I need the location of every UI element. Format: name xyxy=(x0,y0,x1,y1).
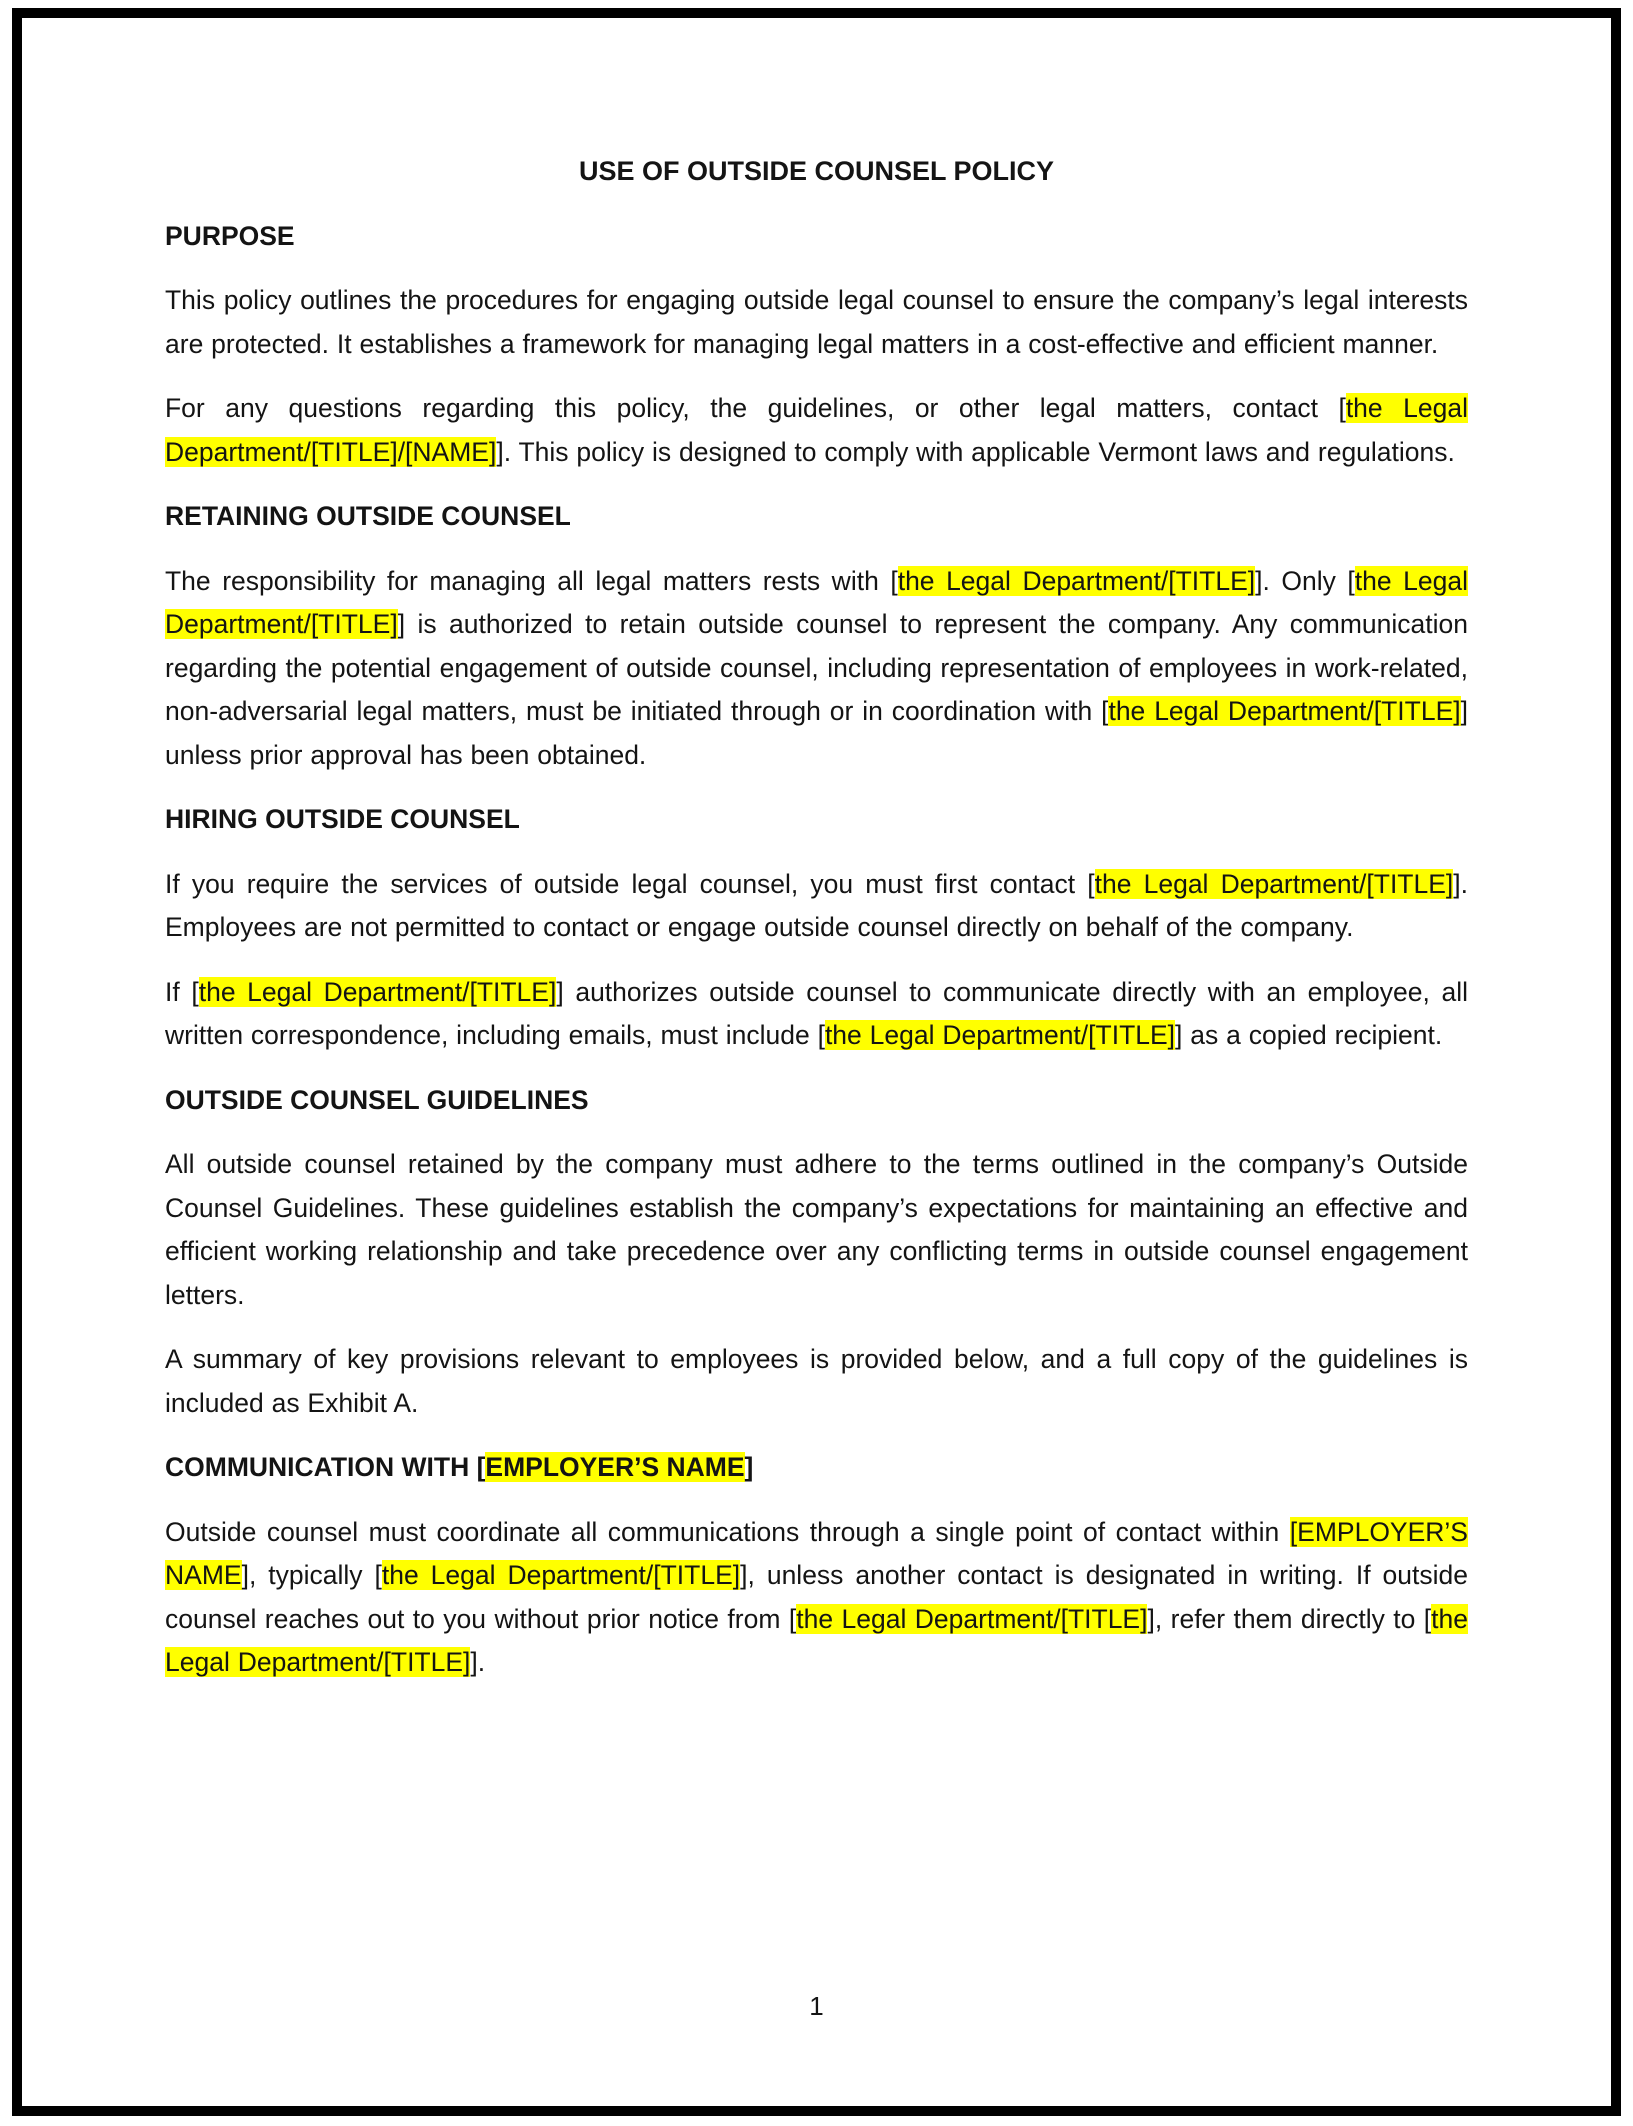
text-run: All outside counsel retained by the company must adhere to the terms outlined in the company’s Outside Counsel Guidelines. These guidelines establish the company’s expectations for maintaining an effective and efficient working relationship and take precedence over any conflicting terms in outside counsel engagement letters. xyxy=(165,1149,1468,1310)
paragraph xyxy=(165,387,1468,474)
text-run: A summary of key provisions relevant to employees is provided below, and a full copy of the guidelines is included as Exhibit A. xyxy=(165,1344,1468,1418)
paragraph xyxy=(165,279,1468,366)
section-heading xyxy=(165,798,1468,842)
paragraph xyxy=(165,1338,1468,1425)
text-run: ], unless another contact is designated in writing. If outside counsel reaches out to you without prior notice from [ xyxy=(165,1560,1468,1634)
section-heading xyxy=(165,1446,1468,1490)
highlighted-placeholder: the Legal Department/[TITLE] xyxy=(796,1603,1148,1634)
text-run: ], typically [ xyxy=(241,1560,382,1590)
highlighted-placeholder: the Legal Department/[TITLE] xyxy=(897,565,1256,596)
highlighted-placeholder: the Legal Department/[TITLE] xyxy=(1094,868,1454,899)
paragraph xyxy=(165,863,1468,950)
text-run: ] as a copied recipient. xyxy=(1175,1020,1443,1050)
text-run: ]. Employees are not permitted to contact or engage outside counsel directly on behalf of the company. xyxy=(165,868,1468,942)
highlighted-placeholder: the Legal Department/[TITLE]/[NAME] xyxy=(165,393,1468,467)
text-run: If [ xyxy=(165,976,199,1007)
text-run: ] xyxy=(744,1452,754,1482)
highlighted-placeholder: the Legal Department/[TITLE] xyxy=(381,1560,741,1590)
section-heading xyxy=(165,1079,1468,1123)
text-run: This policy outlines the procedures for engaging outside legal counsel to ensure the company’s legal interests are protected. It establishes a framework for managing legal matters in a cost-effective and efficient manner. xyxy=(165,285,1468,359)
section-heading xyxy=(165,495,1468,539)
text-run: HIRING OUTSIDE COUNSEL xyxy=(165,804,520,834)
text-run: ]. This policy is designed to comply with applicable Vermont laws and regulations. xyxy=(496,436,1455,467)
highlighted-placeholder: the Legal Department/[TITLE] xyxy=(165,565,1468,639)
paragraph xyxy=(165,1143,1468,1317)
text-run: ] unless prior approval has been obtained. xyxy=(165,696,1468,770)
text-run: RETAINING OUTSIDE COUNSEL xyxy=(165,501,571,531)
paragraph xyxy=(165,1511,1468,1685)
text-run: The responsibility for managing all legal matters rests with [ xyxy=(165,565,898,596)
highlighted-placeholder: EMPLOYER’S NAME xyxy=(485,1452,745,1482)
highlighted-placeholder: the Legal Department/[TITLE] xyxy=(198,976,557,1007)
document-title: USE OF OUTSIDE COUNSEL POLICY xyxy=(578,156,1055,186)
highlighted-placeholder: the Legal Department/[TITLE] xyxy=(1108,696,1461,726)
paragraph xyxy=(165,560,1468,778)
text-run: ] authorizes outside counsel to communicate directly with an employee, all written correspondence, including emails, must include [ xyxy=(165,976,1469,1050)
text-run: ]. xyxy=(470,1647,486,1677)
text-run: Outside counsel must coordinate all communications through a single point of contact within xyxy=(165,1516,1290,1547)
text-run: ], refer them directly to [ xyxy=(1147,1603,1432,1634)
text-run: For any questions regarding this policy, the guidelines, or other legal matters, contact [ xyxy=(165,393,1346,423)
paragraph xyxy=(165,971,1468,1058)
text-run: ] is authorized to retain outside counsel to represent the company. Any communication regarding the potential engagement of outside counsel, including representation of employees in work-related, non-adversarial legal matters, must be initiated through or in coordination with [ xyxy=(165,609,1468,726)
text-run: If you require the services of outside legal counsel, you must first contact [ xyxy=(165,868,1095,899)
highlighted-placeholder: the Legal Department/[TITLE] xyxy=(165,1603,1468,1677)
text-run: ]. Only [ xyxy=(1255,565,1355,596)
highlighted-placeholder: the Legal Department/[TITLE] xyxy=(824,1020,1176,1050)
section-heading xyxy=(165,215,1468,259)
document-sections xyxy=(165,215,1468,1685)
highlighted-placeholder: [EMPLOYER’S NAME xyxy=(165,1516,1468,1590)
text-run: COMMUNICATION WITH [ xyxy=(165,1452,486,1482)
document-content xyxy=(165,150,1468,1706)
text-run: OUTSIDE COUNSEL GUIDELINES xyxy=(165,1084,589,1115)
text-run: PURPOSE xyxy=(165,220,295,251)
page-number: 1 xyxy=(809,1991,824,2021)
